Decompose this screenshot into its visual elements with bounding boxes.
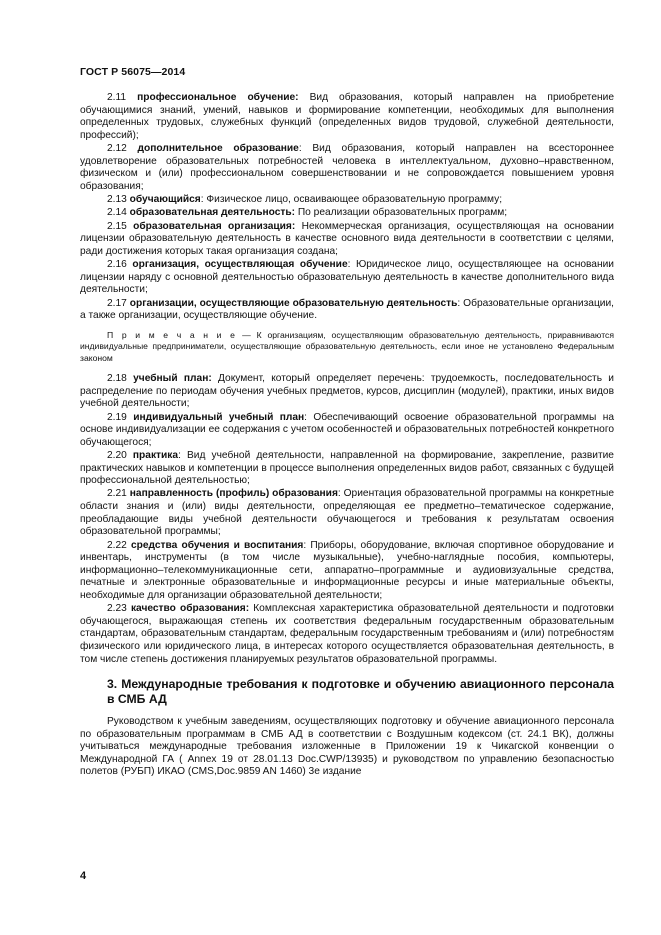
definition-number: 2.17 — [107, 297, 127, 309]
definition-number: 2.22 — [107, 539, 127, 551]
note-text: — К организациям, осуществляющим образовательную деятельность, приравниваются индивидуальные предприниматели, осуществляющие образовательную деятельность, если иное не установлено Федеральным законом — [80, 329, 614, 363]
definition-number: 2.20 — [107, 449, 127, 461]
definition-text: Комплексная характеристика образовательной деятельности и подготовки обучающегося, выражающая степень их соответствия федеральным государственным образовательным стандартам, образовательным стандартам, федеральным государственным требованиям и (или) потребностям физического или юридического лица, в интересах которого осуществляется образовательная деятельность, в том числе степень достижения планируемых результатов образовательной программы. — [80, 603, 614, 665]
definition-term: индивидуальный учебный план — [133, 411, 305, 423]
definition-number: 2.19 — [107, 411, 127, 423]
section-title: 3. Международные требования к подготовке и обучению авиационного персонала в СМБ АД — [107, 677, 614, 706]
definition-2-16 — [80, 259, 614, 297]
definition-text: : Обеспечивающий освоение образовательной программы на основе индивидуализации ее содержания с учетом особенностей и образовательных потребностей конкретного обучающегося; — [80, 411, 615, 448]
definition-term: дополнительное образование — [137, 143, 299, 155]
definition-text: : Приборы, оборудование, включая спортивное оборудование и инвентарь, инструменты (в том числе музыкальные), учебно-наглядные пособия, компьютеры, информационно–телекоммуникационные сети, аппаратно–программные и аудиовизуальные средства, печатные и электронные образовательные и информационные ресурсы и иные материальные объекты, необходимые для организации образовательной деятельности; — [80, 539, 614, 601]
definition-text: : Образовательные организации, а также организации, осуществляющие обучение. — [80, 297, 614, 322]
definition-text: : Ориентация образовательной программы на конкретные области знания и (или) виды деятельности, определяющая ее предметно–тематическое содержание, преобладающие виды учебной деятельности обучающегося и требования к результатам освоения образовательной программы; — [80, 488, 614, 538]
definition-number: 2.23 — [107, 603, 127, 615]
definition-term: образовательная организация: — [133, 220, 296, 232]
definition-term: направленность (профиль) образования — [129, 488, 338, 500]
definition-number: 2.12 — [107, 143, 127, 155]
definition-2-11 — [80, 92, 614, 142]
definition-term: учебный план: — [133, 373, 212, 385]
page-number: 4 — [80, 870, 87, 882]
definition-term: практика — [132, 449, 179, 461]
definition-term: профессиональное обучение: — [137, 92, 299, 103]
definition-2-13 — [80, 194, 614, 207]
note — [80, 330, 614, 364]
definition-term: организация, осуществляющая обучение — [132, 259, 348, 271]
document-body — [80, 92, 614, 779]
definition-2-20 — [80, 450, 614, 488]
note-label: П р и м е ч а н и е — [107, 329, 237, 340]
definition-term: качество образования: — [130, 603, 250, 615]
definition-text: : Вид образования, который направлен на всестороннее удовлетворение образовательных потребностей человека в интеллектуальном, духовно–нравственном, физическом и (или) профессиональном совершенствовании и не сопровождается повышением уровня образования; — [80, 143, 614, 192]
definition-text: Некоммерческая организация, осуществляющая на основании лицензии образовательную деятельность в качестве основного вида деятельности в соответствии с целями, ради достижения которых такая организация создана; — [80, 220, 614, 257]
definition-text: Вид образования, который направлен на приобретение обучающимися знаний, умений, навыков и формирование компетенции, необходимых для выполнения определенных трудовых, служебных функций (определенных видов трудовой, служебной деятельности, профессий); — [80, 92, 614, 141]
definition-text: По реализации образовательных программ; — [295, 207, 508, 219]
definition-number: 2.15 — [107, 220, 127, 232]
definition-2-21 — [80, 488, 614, 538]
definition-2-23 — [80, 603, 614, 666]
definition-number: 2.21 — [107, 488, 127, 500]
definition-number: 2.18 — [107, 373, 127, 385]
definition-term: образовательная деятельность: — [129, 207, 296, 219]
definition-number: 2.14 — [107, 207, 127, 219]
definition-2-19 — [80, 412, 614, 450]
standard-header: ГОСТ Р 56075—2014 — [80, 66, 186, 78]
definition-term: средства обучения и воспитания — [130, 539, 304, 551]
definition-text: : Юридическое лицо, осуществляющее на основании лицензии наряду с основной деятельностью образовательную деятельность в качестве дополнительного вида деятельности; — [80, 259, 614, 296]
definition-number: 2.11 — [107, 92, 127, 103]
definition-term: обучающийся — [129, 194, 201, 206]
definition-2-17 — [80, 298, 614, 323]
definition-text: : Физическое лицо, осваивающее образовательную программу; — [200, 194, 503, 206]
definition-2-15 — [80, 221, 614, 259]
definition-2-12 — [80, 143, 614, 193]
definition-2-18 — [80, 373, 614, 411]
definition-number: 2.13 — [107, 194, 127, 206]
definition-number: 2.16 — [107, 259, 127, 271]
section-paragraph: Руководством к учебным заведениям, осуществляющих подготовку и обучение авиационного персонала по образовательным программам в СМБ АД в соответствии с Воздушным кодексом (ст. 24.1 ВК), должны учитываться международные требования изложенные в Приложении 19 к Чикагской конвенции о Международной ГА ( Annex 19 от 28.01.13 Doc.CWP/13935) и руководством по управлению безопасностью полетов (РУБП) ИКАО (CMS,Doc.9859 AN 1460) 3е издание — [80, 715, 614, 778]
definition-2-22 — [80, 540, 614, 603]
definition-term: организации, осуществляющие образовательную деятельность — [129, 297, 458, 309]
definition-text: : Вид учебной деятельности, направленной на формирование, закрепление, развитие практических навыков и компетенции в процессе выполнения определенных видов работ, связанных с будущей профессиональной деятельностью; — [80, 449, 614, 487]
definition-2-14 — [80, 207, 614, 220]
definition-text: Документ, который определяет перечень: трудоемкость, последовательность и распределение по периодам обучения учебных предметов, курсов, дисциплин (модулей), практики, иных видов учебной деятельности; — [80, 373, 614, 410]
